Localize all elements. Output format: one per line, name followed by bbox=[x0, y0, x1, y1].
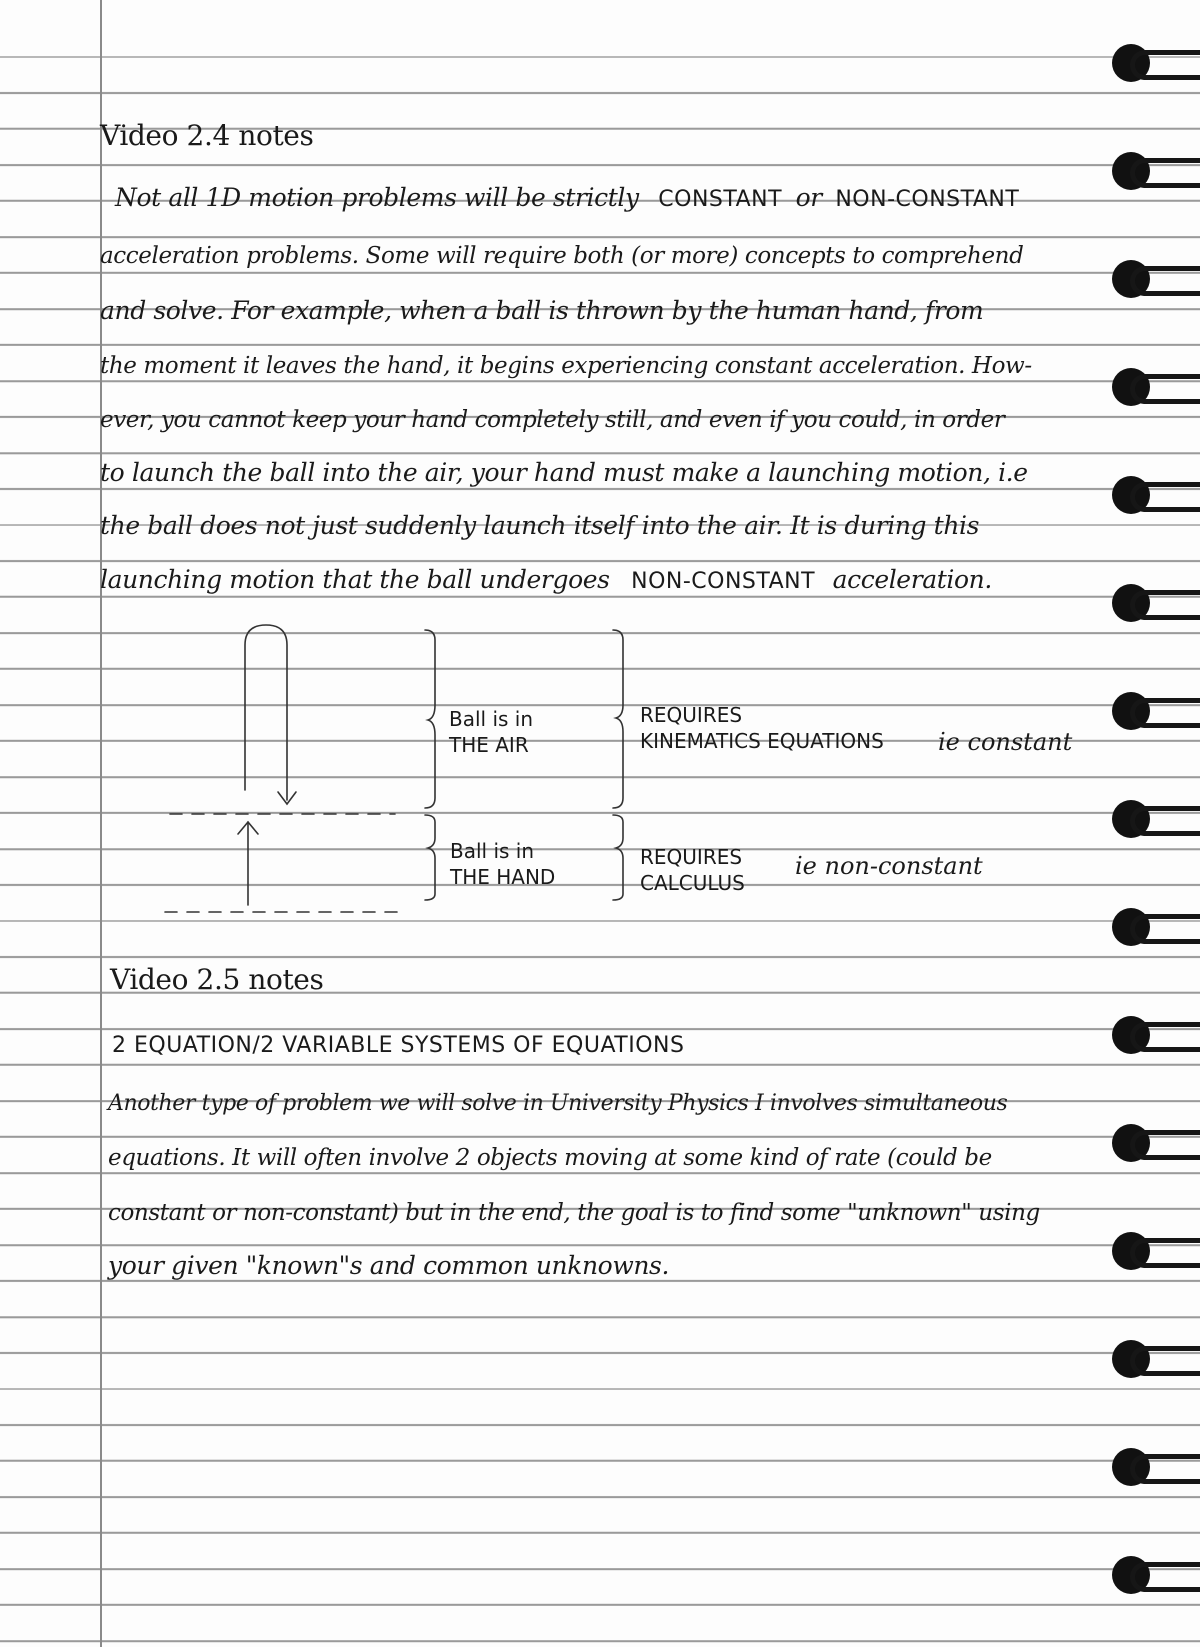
notes-24-line-3: and solve. For example, when a ball is thrown by the human hand, from bbox=[100, 296, 984, 325]
spiral-wire bbox=[1130, 374, 1200, 404]
spiral-ring bbox=[1100, 1010, 1200, 1058]
spiral-ring bbox=[1100, 1226, 1200, 1274]
spiral-wire bbox=[1130, 482, 1200, 512]
spiral-wire bbox=[1130, 1346, 1200, 1376]
air-label-line-2: THE AIR bbox=[449, 733, 529, 757]
spiral-wire bbox=[1130, 1454, 1200, 1484]
spiral-ring bbox=[1100, 470, 1200, 518]
notes-24-line-8-text: launching motion that the ball undergoes bbox=[100, 565, 610, 594]
calculus-label-line-1: REQUIRES bbox=[640, 845, 743, 869]
kinematics-label-line-1: REQUIRES bbox=[640, 703, 743, 727]
spiral-wire bbox=[1130, 158, 1200, 188]
constant-note: ie constant bbox=[938, 728, 1073, 756]
air-trajectory-line bbox=[245, 625, 287, 800]
notes-24-line-8 bbox=[100, 562, 992, 600]
hand-brace bbox=[425, 815, 435, 900]
systems-subheading: 2 EQUATION/2 VARIABLE SYSTEMS OF EQUATIONS bbox=[112, 1033, 685, 1058]
spiral-binding bbox=[1100, 0, 1200, 1647]
notes-25-line-4: your given "known"s and common unknowns. bbox=[108, 1251, 670, 1280]
spiral-ring bbox=[1100, 362, 1200, 410]
notes-25-line-3: constant or non-constant) but in the end, the goal is to find some "unknown" using bbox=[108, 1200, 1040, 1226]
spiral-wire bbox=[1130, 806, 1200, 836]
constant-caps: CONSTANT bbox=[658, 187, 783, 212]
notes-24-line-1 bbox=[115, 180, 1019, 218]
notes-24-line-6: to launch the ball into the air, your hand must make a launching motion, i.e bbox=[100, 458, 1028, 487]
spiral-wire bbox=[1130, 590, 1200, 620]
spiral-ring bbox=[1100, 578, 1200, 626]
notes-25-line-2: equations. It will often involve 2 objects moving at some kind of rate (could be bbox=[108, 1145, 992, 1171]
calculus-brace bbox=[613, 815, 623, 900]
spiral-wire bbox=[1130, 914, 1200, 944]
spiral-ring bbox=[1100, 146, 1200, 194]
spiral-ring bbox=[1100, 1118, 1200, 1166]
spiral-ring bbox=[1100, 686, 1200, 734]
video-2-5-heading: Video 2.5 notes bbox=[110, 963, 324, 996]
spiral-wire bbox=[1130, 1130, 1200, 1160]
spiral-ring bbox=[1100, 794, 1200, 842]
spiral-ring bbox=[1100, 254, 1200, 302]
notes-24-line-5: ever, you cannot keep your hand completely still, and even if you could, in order bbox=[100, 407, 1005, 433]
notes-24-line-4: the moment it leaves the hand, it begins experiencing constant acceleration. How- bbox=[100, 353, 1032, 379]
hand-label bbox=[450, 838, 555, 890]
non-constant-note: ie non-constant bbox=[795, 852, 983, 880]
non-constant-caps-2: NON-CONSTANT bbox=[631, 569, 816, 594]
spiral-ring bbox=[1100, 1442, 1200, 1490]
spiral-wire bbox=[1130, 266, 1200, 296]
calculus-label bbox=[640, 844, 745, 896]
or-word: or bbox=[795, 183, 822, 212]
air-brace bbox=[425, 630, 435, 808]
calculus-label-line-2: CALCULUS bbox=[640, 871, 745, 895]
spiral-ring bbox=[1100, 902, 1200, 950]
acceleration-word: acceleration. bbox=[832, 565, 992, 594]
spiral-wire bbox=[1130, 698, 1200, 728]
air-label bbox=[449, 706, 533, 758]
video-2-4-heading: Video 2.4 notes bbox=[100, 119, 314, 152]
notes-25-line-1: Another type of problem we will solve in University Physics I involves simultaneous bbox=[108, 1091, 1008, 1116]
spiral-ring bbox=[1100, 1334, 1200, 1382]
notes-24-line-1-text: Not all 1D motion problems will be strictly bbox=[115, 183, 639, 212]
spiral-wire bbox=[1130, 1022, 1200, 1052]
kinematics-label bbox=[640, 702, 884, 754]
hand-label-line-2: THE HAND bbox=[450, 865, 556, 889]
spiral-wire bbox=[1130, 50, 1200, 80]
hand-label-line-1: Ball is in bbox=[450, 839, 535, 863]
hand-motion-arrowhead bbox=[238, 822, 258, 834]
air-trajectory-arrowhead bbox=[278, 792, 296, 804]
kinematics-label-line-2: KINEMATICS EQUATIONS bbox=[640, 729, 884, 753]
spiral-ring bbox=[1100, 38, 1200, 86]
spiral-ring bbox=[1100, 1550, 1200, 1598]
notes-24-line-2: acceleration problems. Some will require both (or more) concepts to comprehend bbox=[100, 243, 1024, 269]
notes-24-line-7: the ball does not just suddenly launch itself into the air. It is during this bbox=[100, 511, 980, 540]
air-label-line-1: Ball is in bbox=[449, 707, 534, 731]
spiral-wire bbox=[1130, 1562, 1200, 1592]
spiral-wire bbox=[1130, 1238, 1200, 1268]
kinematics-brace bbox=[613, 630, 623, 808]
non-constant-caps: NON-CONSTANT bbox=[835, 187, 1020, 212]
